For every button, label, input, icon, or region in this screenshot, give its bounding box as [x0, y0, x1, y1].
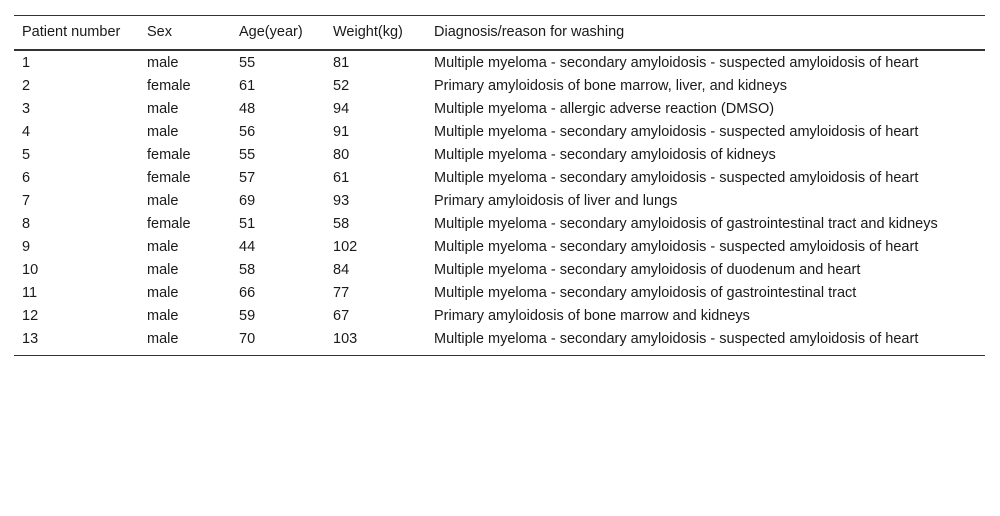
- header-diagnosis: Diagnosis/reason for washing: [434, 24, 625, 40]
- table-row: [14, 167, 985, 190]
- cell-diagnosis: Multiple myeloma - secondary amyloidosis - suspected amyloidosis of heart: [434, 55, 919, 71]
- cell-sex: male: [147, 331, 179, 347]
- cell-diagnosis: Primary amyloidosis of liver and lungs: [434, 193, 678, 209]
- cell-age: 55: [239, 55, 256, 71]
- table-row: [14, 282, 985, 305]
- table-row: [14, 50, 985, 75]
- cell-diagnosis: Primary amyloidosis of bone marrow, liver, and kidneys: [434, 78, 787, 94]
- cell-patient-number: 4: [22, 124, 31, 140]
- cell-patient-number: 2: [22, 78, 31, 94]
- cell-diagnosis: Primary amyloidosis of bone marrow and kidneys: [434, 308, 750, 324]
- cell-weight: 80: [333, 147, 350, 163]
- cell-weight: 84: [333, 262, 350, 278]
- cell-patient-number: 11: [22, 285, 38, 301]
- cell-diagnosis: Multiple myeloma - secondary amyloidosis of gastrointestinal tract: [434, 285, 857, 301]
- cell-diagnosis: Multiple myeloma - secondary amyloidosis of kidneys: [434, 147, 776, 163]
- cell-age: 57: [239, 170, 256, 186]
- cell-diagnosis: Multiple myeloma - secondary amyloidosis - suspected amyloidosis of heart: [434, 331, 919, 347]
- cell-patient-number: 13: [22, 331, 39, 347]
- cell-weight: 81: [333, 55, 350, 71]
- cell-weight: 94: [333, 101, 350, 117]
- header-sex: Sex: [147, 24, 172, 40]
- table-row: [14, 328, 985, 356]
- cell-age: 58: [239, 262, 256, 278]
- cell-sex: female: [147, 147, 191, 163]
- cell-sex: male: [147, 101, 179, 117]
- header-age: Age(year): [239, 24, 303, 40]
- table-row: [14, 305, 985, 328]
- cell-patient-number: 8: [22, 216, 31, 232]
- table-body: [14, 50, 985, 356]
- cell-patient-number: 5: [22, 147, 31, 163]
- cell-weight: 67: [333, 308, 350, 324]
- table-row: [14, 190, 985, 213]
- table-row: [14, 213, 985, 236]
- cell-age: 56: [239, 124, 256, 140]
- header-patient-number: Patient number: [22, 24, 121, 40]
- cell-age: 44: [239, 239, 256, 255]
- header-weight: Weight(kg): [333, 24, 403, 40]
- cell-sex: female: [147, 78, 191, 94]
- cell-age: 48: [239, 101, 256, 117]
- cell-diagnosis: Multiple myeloma - secondary amyloidosis - suspected amyloidosis of heart: [434, 239, 919, 255]
- cell-sex: male: [147, 239, 179, 255]
- cell-weight: 103: [333, 331, 358, 347]
- cell-patient-number: 12: [22, 308, 39, 324]
- cell-sex: female: [147, 216, 191, 232]
- table-header: [14, 16, 985, 51]
- cell-diagnosis: Multiple myeloma - secondary amyloidosis of duodenum and heart: [434, 262, 861, 278]
- header-row: [14, 16, 985, 51]
- cell-patient-number: 6: [22, 170, 31, 186]
- cell-patient-number: 7: [22, 193, 31, 209]
- cell-age: 55: [239, 147, 256, 163]
- table-row: [14, 236, 985, 259]
- cell-age: 69: [239, 193, 256, 209]
- cell-patient-number: 10: [22, 262, 39, 278]
- table-row: [14, 259, 985, 282]
- cell-weight: 102: [333, 239, 358, 255]
- cell-age: 61: [239, 78, 256, 94]
- cell-diagnosis: Multiple myeloma - secondary amyloidosis of gastrointestinal tract and kidneys: [434, 216, 938, 232]
- cell-patient-number: 3: [22, 101, 31, 117]
- cell-sex: male: [147, 308, 179, 324]
- table-row: [14, 121, 985, 144]
- cell-patient-number: 9: [22, 239, 31, 255]
- table-row: [14, 144, 985, 167]
- cell-sex: male: [147, 285, 179, 301]
- cell-weight: 52: [333, 78, 350, 94]
- cell-age: 51: [239, 216, 256, 232]
- cell-diagnosis: Multiple myeloma - secondary amyloidosis - suspected amyloidosis of heart: [434, 124, 919, 140]
- cell-diagnosis: Multiple myeloma - allergic adverse reaction (DMSO): [434, 101, 775, 117]
- cell-sex: male: [147, 193, 179, 209]
- cell-sex: male: [147, 55, 179, 71]
- cell-weight: 61: [333, 170, 350, 186]
- cell-sex: male: [147, 262, 179, 278]
- cell-sex: male: [147, 124, 179, 140]
- cell-patient-number: 1: [22, 55, 31, 71]
- table-row: [14, 75, 985, 98]
- patient-table: [14, 15, 985, 356]
- cell-age: 66: [239, 285, 256, 301]
- cell-age: 59: [239, 308, 256, 324]
- table-row: [14, 98, 985, 121]
- cell-sex: female: [147, 170, 191, 186]
- cell-weight: 77: [333, 285, 350, 301]
- patient-table-container: [14, 15, 985, 356]
- cell-weight: 58: [333, 216, 350, 232]
- cell-weight: 93: [333, 193, 350, 209]
- cell-age: 70: [239, 331, 256, 347]
- cell-diagnosis: Multiple myeloma - secondary amyloidosis - suspected amyloidosis of heart: [434, 170, 919, 186]
- cell-weight: 91: [333, 124, 350, 140]
